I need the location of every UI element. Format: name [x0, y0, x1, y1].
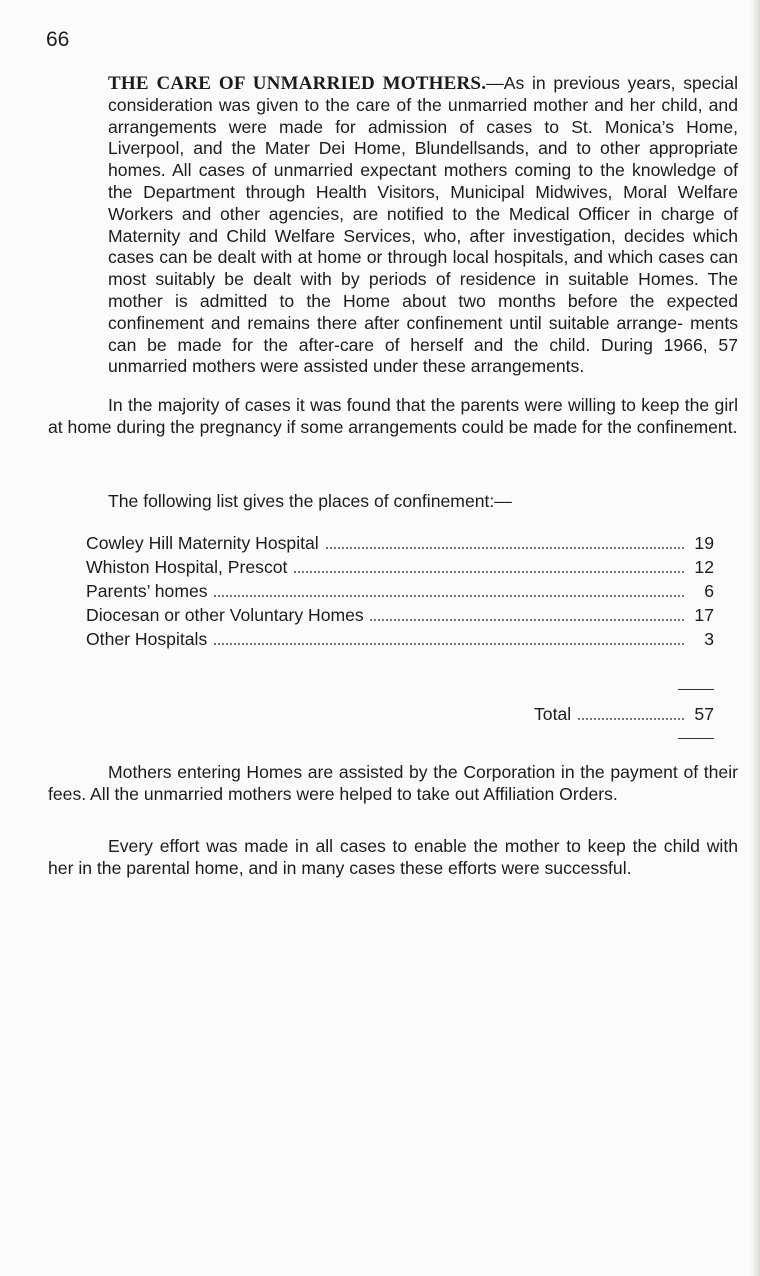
place-label: Whiston Hospital, Prescot — [86, 555, 293, 579]
list-intro: The following list gives the places of confinement:— — [108, 491, 512, 511]
paragraph-efforts: Every effort was made in all cases to enable the mother to keep the child with her in the parental home, and in many cases these efforts were successful. — [48, 836, 738, 878]
page-number: 66 — [46, 28, 70, 51]
total-count: 57 — [694, 704, 714, 724]
total-rule-top — [678, 689, 714, 690]
list-item — [86, 579, 714, 603]
paragraph-fees: Mothers entering Homes are assisted by the Corporation in the payment of their fees. All the unmarried mothers were helped to take out Affiliation Orders. — [48, 762, 738, 804]
place-count: 19 — [688, 531, 714, 555]
paragraph-parents: In the majority of cases it was found that the parents were willing to keep the girl at home during the pregnancy if some arrangements could be made for the confinement. — [48, 395, 738, 437]
total-label: Total — [534, 702, 577, 726]
intro-text: —As in previous years, special consideration was given to the care of the unmarried mother and her child, and arrangements were made for admission of cases to St. Monica’s Home, Liverpool, and the Mater Dei Home, Blundellsands, and to other appropriate homes. All cases of unmarried expectant mothers coming to the knowledge of the Department through Health Visitors, Municipal Midwives, Moral Welfare Workers and other agencies, are notified to the Medical Officer in charge of Maternity and Child Welfare Services, who, after investigation, decides which cases can be dealt with at home or through local hospitals, and which cases can most suitably be dealt with by periods of residence in suitable Homes. The mother is admitted to the Home about two months before the expected confinement and remains there after confinement until suitable arrange- ments can be made for the after-care of herself and the child. During 1966, 57 unmarried mothers were assisted under these arrangements. — [108, 73, 738, 377]
place-count: 6 — [688, 579, 714, 603]
list-item — [86, 603, 714, 627]
place-label: Other Hospitals — [86, 627, 213, 651]
list-item — [86, 531, 714, 555]
page-edge-shadow — [750, 0, 760, 1276]
place-label: Parents’ homes — [86, 579, 214, 603]
section-heading: THE CARE OF UNMARRIED MOTHERS. — [108, 73, 487, 94]
list-item — [86, 555, 714, 579]
place-label: Diocesan or other Voluntary Homes — [86, 603, 370, 627]
place-count: 12 — [688, 555, 714, 579]
total-rule-bottom — [678, 738, 714, 739]
total-row — [520, 702, 714, 726]
list-item — [86, 627, 714, 651]
place-count: 17 — [688, 603, 714, 627]
place-label: Cowley Hill Maternity Hospital — [86, 531, 325, 555]
confinement-list — [86, 531, 714, 651]
place-count: 3 — [688, 627, 714, 651]
intro-paragraph — [48, 73, 738, 378]
